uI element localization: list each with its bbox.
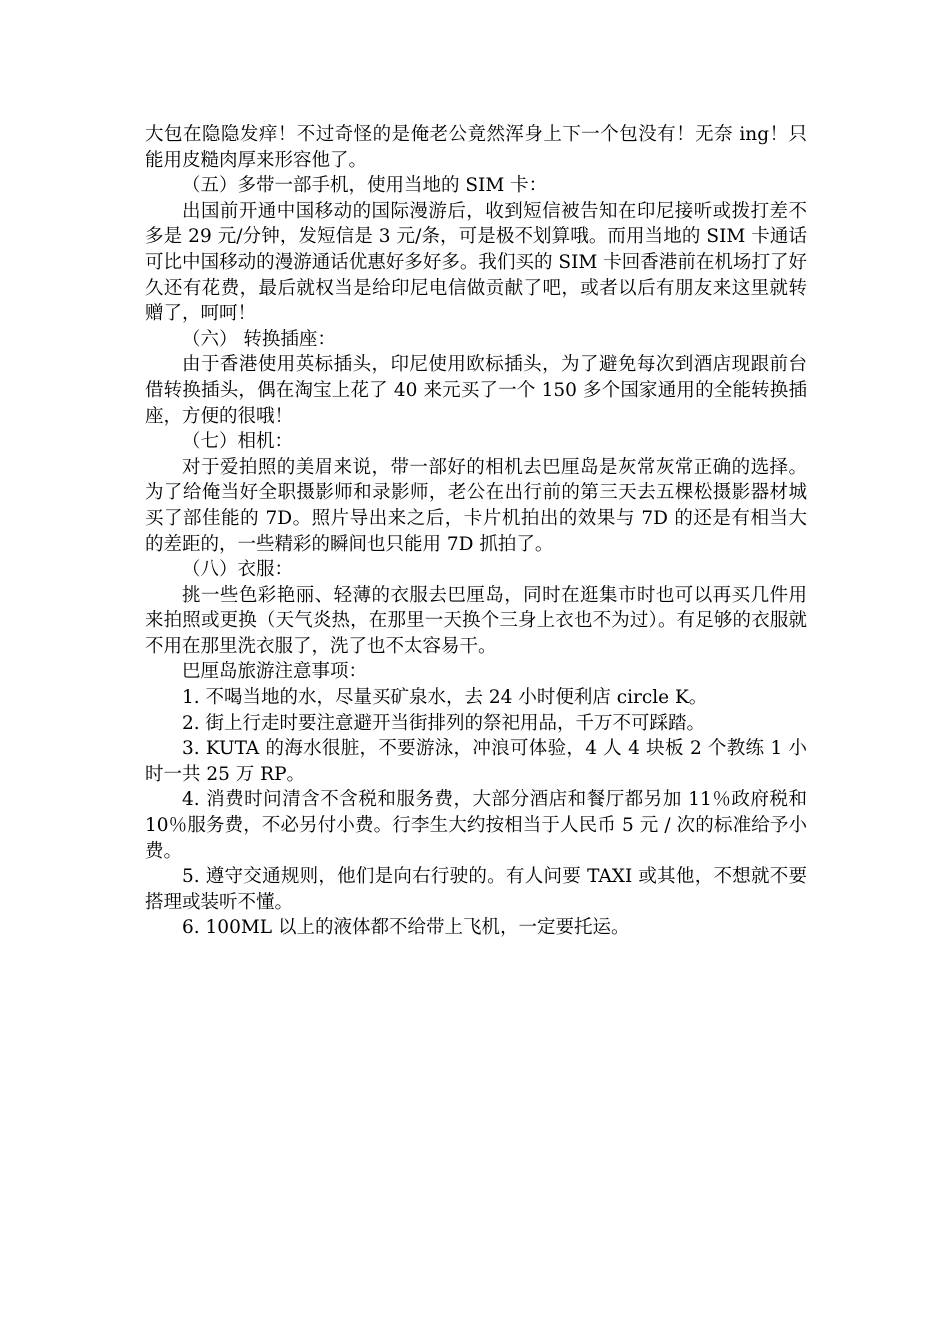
paragraph-bite-continuation: 大包在隐隐发痒！不过奇怪的是俺老公竟然浑身上下一个包没有！无奈 ing！只能用皮糙肉厚来形容他了。 <box>145 124 807 171</box>
heading-camera: （七）相机： <box>182 431 294 453</box>
list-item-street-offerings: 2. 街上行走时要注意避开当街排列的祭祀用品，千万不可踩踏。 <box>182 712 706 734</box>
list-item-traffic: 5. 遵守交通规则，他们是向右行驶的。有人问要 TAXI 或其他，不想就不要搭理或装听不懂。 <box>145 866 807 913</box>
document-body <box>145 122 807 941</box>
paragraph-sim-card: 出国前开通中国移动的国际漫游后，收到短信被告知在印尼接听或拨打差不多是 29 元/分钟，发短信是 3 元/条，可是极不划算哦。而用当地的 SIM 卡通话可比中国移动的漫游通话优惠好多好多。我们买的 SIM 卡回香港前在机场打了好久还有花费，最后就权当是给印尼电信做贡献了吧，或者以后有朋友来这里就转赠了，呵呵！ <box>145 200 807 325</box>
heading-power-adapter: （六） 转换插座： <box>182 328 336 350</box>
list-item-water: 1. 不喝当地的水，尽量买矿泉水，去 24 小时便利店 circle K。 <box>182 687 708 709</box>
heading-travel-notes: 巴厘岛旅游注意事项： <box>182 661 368 683</box>
heading-extra-phone: （五）多带一部手机，使用当地的 SIM 卡： <box>182 175 548 197</box>
paragraph-clothes: 挑一些色彩艳丽、轻薄的衣服去巴厘岛，同时在逛集市时也可以再买几件用来拍照或更换（天气炎热，在那里一天换个三身上衣也不为过）。有足够的衣服就不用在那里洗衣服了，洗了也不太容易干。 <box>145 584 807 657</box>
list-item-tax-service: 4. 消费时问清含不含税和服务费，大部分酒店和餐厅都另加 11％政府税和 10％服务费，不必另付小费。行李生大约按相当于人民币 5 元 / 次的标准给予小费。 <box>145 789 807 862</box>
heading-clothes: （八）衣服： <box>182 559 294 581</box>
paragraph-camera: 对于爱拍照的美眉来说，带一部好的相机去巴厘岛是灰常灰常正确的选择。为了给俺当好全职摄影师和录影师，老公在出行前的第三天去五棵松摄影器材城买了部佳能的 7D。照片导出来之后，卡片机拍出的效果与 7D 的还是有相当大的差距的，一些精彩的瞬间也只能用 7D 抓拍了。 <box>145 456 807 555</box>
list-item-kuta-sea: 3. KUTA 的海水很脏，不要游泳，冲浪可体验，4 人 4 块板 2 个教练 1 小时一共 25 万 RP。 <box>145 738 807 785</box>
list-item-liquids: 6. 100ML 以上的液体都不给带上飞机，一定要托运。 <box>182 917 630 939</box>
paragraph-power-adapter: 由于香港使用英标插头，印尼使用欧标插头，为了避免每次到酒店现跟前台借转换插头，偶在淘宝上花了 40 来元买了一个 150 多个国家通用的全能转换插座，方便的很哦！ <box>145 354 807 427</box>
